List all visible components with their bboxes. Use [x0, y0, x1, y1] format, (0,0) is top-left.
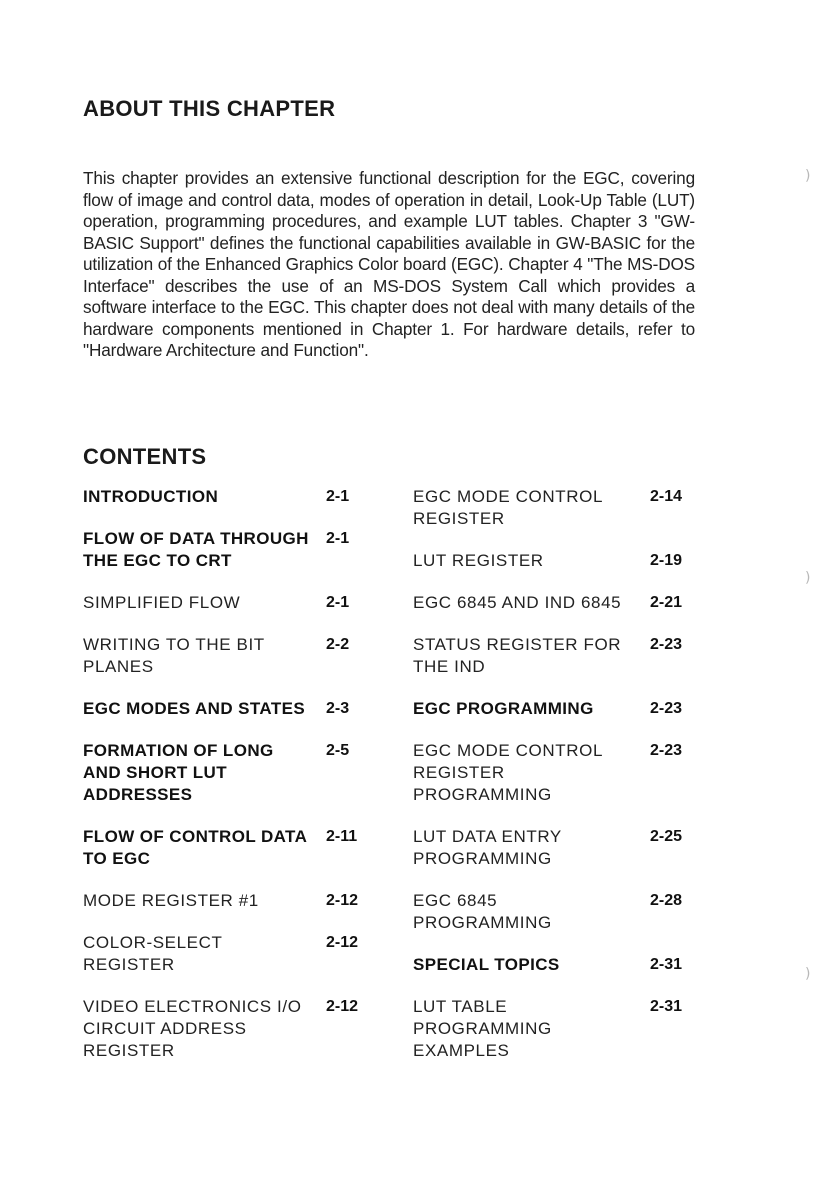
toc-entry-page: 2-1 — [326, 530, 350, 547]
toc-entry-title: EGC 6845 AND IND 6845 — [413, 593, 622, 612]
toc-entry-title: EGC 6845 PROGRAMMING — [413, 891, 552, 932]
toc-entry-title: FORMATION OF LONG AND SHORT LUT ADDRESSES — [83, 741, 274, 804]
toc-entry-title: STATUS REGISTER FOR THE IND — [413, 635, 622, 676]
toc-entry-page: 2-23 — [650, 636, 683, 653]
margin-mark: ) — [805, 570, 811, 586]
toc-right-column — [413, 486, 698, 1082]
toc-entry-title: INTRODUCTION — [83, 487, 219, 506]
toc-entry-title: FLOW OF DATA THROUGH THE EGC TO CRT — [83, 529, 309, 570]
toc-entry-page: 2-31 — [650, 998, 683, 1015]
toc-entry — [413, 634, 698, 678]
toc-entry — [83, 890, 368, 912]
toc-entry-title: EGC PROGRAMMING — [413, 699, 594, 718]
toc-entry — [413, 592, 698, 614]
toc-entry-page: 2-12 — [326, 934, 359, 951]
toc-entry-page: 2-11 — [326, 828, 358, 845]
toc-entry-page: 2-31 — [650, 956, 683, 973]
toc-entry — [83, 486, 368, 508]
toc-entry-title: SPECIAL TOPICS — [413, 955, 560, 974]
toc-entry — [413, 996, 698, 1062]
toc-entry-title: WRITING TO THE BIT PLANES — [83, 635, 265, 676]
toc-entry-title: EGC MODE CONTROL REGISTER PROGRAMMING — [413, 741, 603, 804]
toc-entry-page: 2-12 — [326, 998, 359, 1015]
toc-entry — [83, 826, 368, 870]
toc-entry — [413, 890, 698, 934]
toc-entry-page: 2-25 — [650, 828, 683, 845]
margin-mark: ) — [805, 966, 811, 982]
toc-entry-page: 2-1 — [326, 594, 350, 611]
toc-entry-page: 2-3 — [326, 700, 350, 717]
toc-entry-title: MODE REGISTER #1 — [83, 891, 259, 910]
toc-entry-page: 2-28 — [650, 892, 683, 909]
toc-entry-title: COLOR-SELECT REGISTER — [83, 933, 223, 974]
toc-entry — [413, 698, 698, 720]
toc-entry-page: 2-23 — [650, 742, 683, 759]
toc-entry-title: EGC MODES AND STATES — [83, 699, 306, 718]
margin-mark: ) — [805, 168, 811, 184]
toc-entry-title: EGC MODE CONTROL REGISTER — [413, 487, 603, 528]
contents-heading: CONTENTS — [83, 444, 207, 469]
toc-entry-page: 2-21 — [650, 594, 683, 611]
toc-entry — [83, 698, 368, 720]
toc-entry — [83, 996, 368, 1062]
about-chapter-heading: ABOUT THIS CHAPTER — [83, 96, 336, 121]
toc-entry-page: 2-1 — [326, 488, 350, 505]
toc-entry — [413, 826, 698, 870]
toc-entry — [413, 740, 698, 806]
toc-entry-page: 2-14 — [650, 488, 683, 505]
toc-entry-page: 2-5 — [326, 742, 350, 759]
toc-entry-title: LUT DATA ENTRY PROGRAMMING — [413, 827, 562, 868]
toc-entry-title: VIDEO ELECTRONICS I/O CIRCUIT ADDRESS REGISTER — [83, 997, 302, 1060]
toc-entry-title: SIMPLIFIED FLOW — [83, 593, 241, 612]
toc-entry-page: 2-19 — [650, 552, 683, 569]
chapter-intro-paragraph: This chapter provides an extensive functional description for the EGC, covering flow of image and control data, modes of operation in detail, Look-Up Table (LUT) operation, programming procedures, and example LUT tables. Chapter 3 "GW-BASIC Support" defines the functional capabilities available in GW-BASIC for the utilization of the Enhanced Graphics Color board (EGC). Chapter 4 "The MS-DOS Interface" describes the use of an MS-DOS System Call which provides a software interface to the EGC. This chapter does not deal with many details of the hardware components mentioned in Chapter 1. For hardware details, refer to "Hardware Architecture and Function". — [83, 168, 695, 360]
toc-entry — [83, 932, 368, 976]
toc-entry-page: 2-12 — [326, 892, 359, 909]
toc-left-column — [83, 486, 368, 1082]
toc-entry — [83, 592, 368, 614]
toc-entry — [83, 528, 368, 572]
toc-entry — [413, 486, 698, 530]
toc-entry — [413, 954, 698, 976]
toc-entry — [413, 550, 698, 572]
toc-entry-title: FLOW OF CONTROL DATA TO EGC — [83, 827, 307, 868]
toc-entry-title: LUT REGISTER — [413, 551, 544, 570]
toc-entry-page: 2-23 — [650, 700, 683, 717]
toc-entry-page: 2-2 — [326, 636, 350, 653]
toc-entry — [83, 634, 368, 678]
toc-entry-title: LUT TABLE PROGRAMMING EXAMPLES — [413, 997, 552, 1060]
toc-entry — [83, 740, 368, 806]
